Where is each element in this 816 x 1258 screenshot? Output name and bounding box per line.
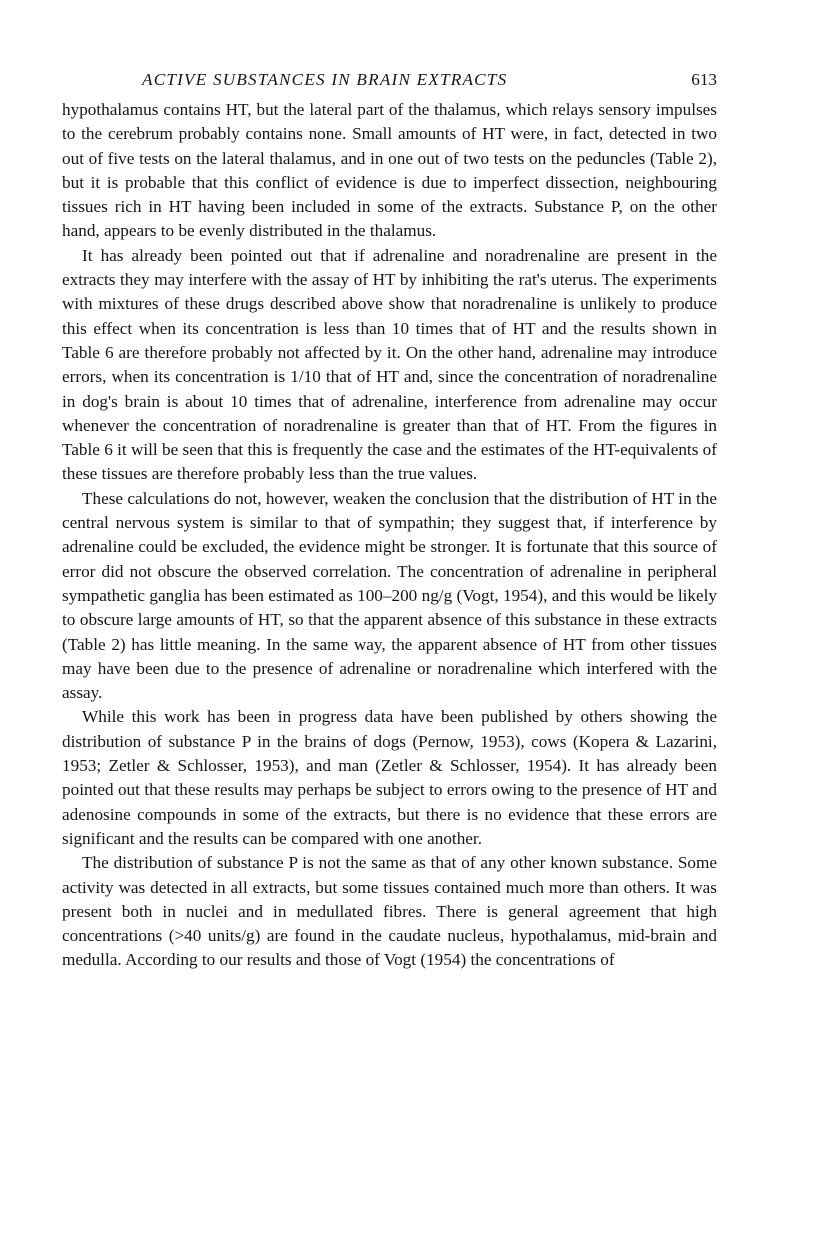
paragraph-4: While this work has been in progress data have been published by others showing the distribution of substance P in the brains of dogs (Pernow, 1953), cows (Kopera & Lazarini, 1953; Zetler & Schlosser, 1953), and man (Zetler & Schlosser, 1954). It has already been pointed out that these results may perhaps be subject to errors owing to the presence of HT and adenosine compounds in some of the extracts, but there is no evidence that these errors are significant and the results can be compared with one another. bbox=[62, 707, 717, 848]
paragraph-1: hypothalamus contains HT, but the lateral part of the thalamus, which relays sensory impulses to the cerebrum probably contains none. Small amounts of HT were, in fact, detected in two out of five tests on the lateral thalamus, and in one out of two tests on the peduncles (Table 2), but it is probable that this conflict of evidence is due to imperfect dissection, neighbouring tissues rich in HT having been included in some of the extracts. Substance P, on the other hand, appears to be evenly distributed in the thalamus. bbox=[62, 100, 717, 241]
paragraph-5: The distribution of substance P is not the same as that of any other known substance. Some activity was detected in all extracts, but some tissues contained much more than others. It was present both in nuclei and in medullated fibres. There is general agreement that high concentrations (>40 units/g) are found in the caudate nucleus, hypothalamus, mid-brain and medulla. According to our results and those of Vogt (1954) the concentrations of bbox=[62, 853, 717, 970]
paragraph-2: It has already been pointed out that if adrenaline and noradrenaline are present in the extracts they may interfere with the assay of HT by inhibiting the rat's uterus. The experiments with mixtures of these drugs described above show that noradrenaline is unlikely to produce this effect when its concentration is less than 10 times that of HT and the results shown in Table 6 are therefore probably not affected by it. On the other hand, adrenaline may introduce errors, when its concentration is 1/10 that of HT and, since the concentration of noradrenaline in dog's brain is about 10 times that of adrenaline, interference from adrenaline may occur whenever the concentration of noradrenaline is greater than that of HT. From the figures in Table 6 it will be seen that this is frequently the case and the estimates of the HT-equivalents of these tissues are therefore probably less than the true values. bbox=[62, 245, 717, 484]
journal-page bbox=[62, 68, 717, 973]
running-head bbox=[62, 68, 717, 94]
running-title: ACTIVE SUBSTANCES IN BRAIN EXTRACTS bbox=[142, 70, 508, 89]
page-number: 613 bbox=[691, 70, 717, 89]
paragraph-3: These calculations do not, however, weaken the conclusion that the distribution of HT in the central nervous system is similar to that of sympathin; they suggest that, if interference by adrenaline could be excluded, the evidence might be stronger. It is fortunate that this source of error did not obscure the observed correlation. The concentration of adrenaline in peripheral sympathetic ganglia has been estimated as 100–200 ng/g (Vogt, 1954), and this would be likely to obscure large amounts of HT, so that the apparent absence of this substance in these extracts (Table 2) has little meaning. In the same way, the apparent absence of HT from other tissues may have been due to the presence of adrenaline or noradrenaline which interfered with the assay. bbox=[62, 488, 717, 703]
